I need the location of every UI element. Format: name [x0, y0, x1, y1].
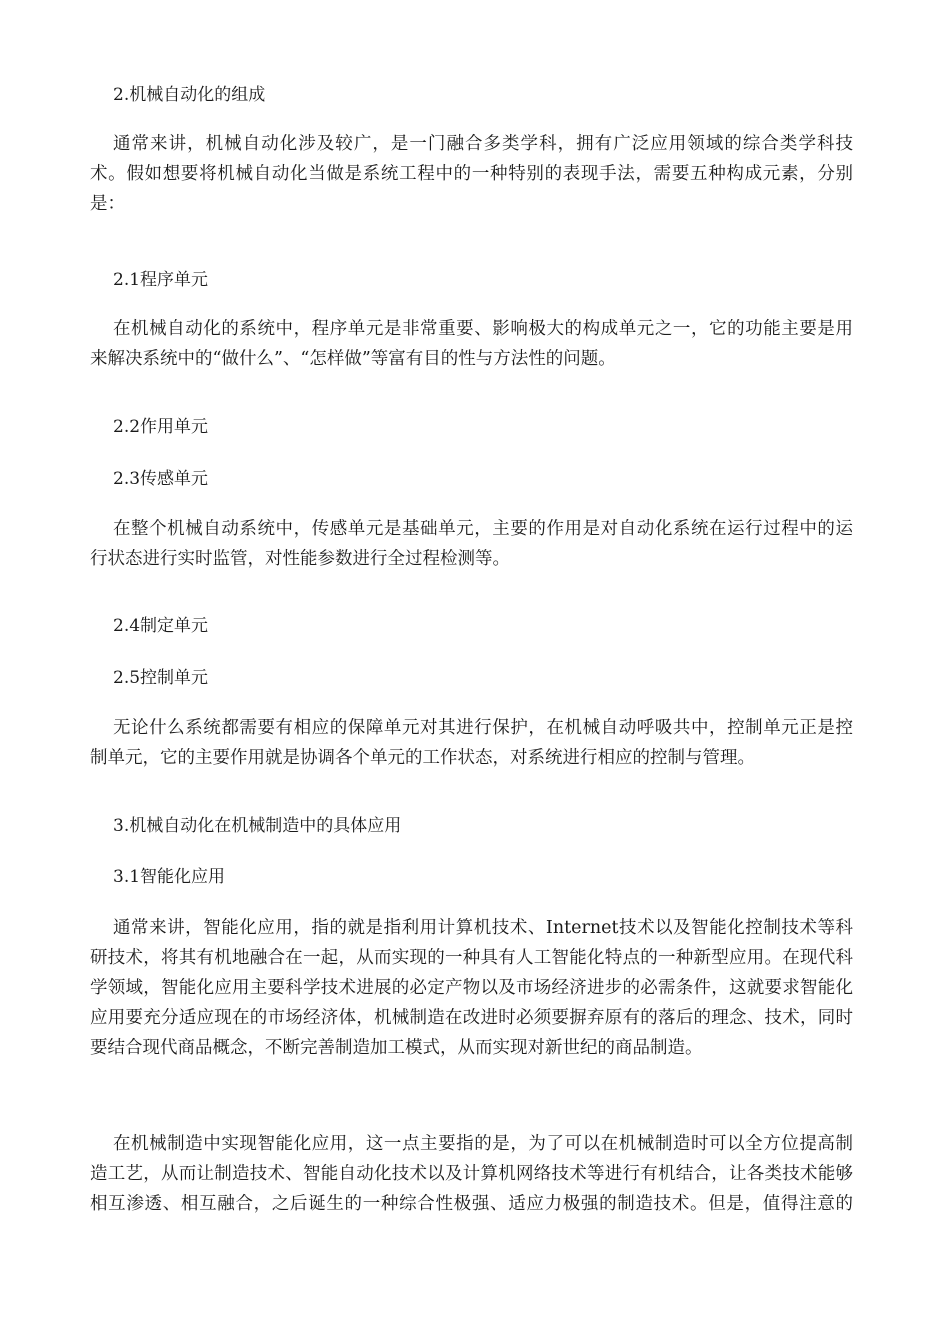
- paragraph-line: 制单元，它的主要作用就是协调各个单元的工作状态，对系统进行相应的控制与管理。: [90, 748, 755, 768]
- paragraph-line: 要结合现代商品概念，不断完善制造加工模式，从而实现对新世纪的商品制造。: [90, 1038, 703, 1058]
- paragraph-line: 学领域，智能化应用主要科学技术进展的必定产物以及市场经济进步的必需条件，这就要求智能化: [90, 978, 853, 998]
- section-heading-2: 2.机械自动化的组成: [113, 85, 266, 105]
- paragraph-line: 是：: [90, 194, 125, 214]
- section-heading-3: 3.机械自动化在机械制造中的具体应用: [113, 816, 402, 836]
- paragraph-line: 相互渗透、相互融合，之后诞生的一种综合性极强、适应力极强的制造技术。但是，值得注意的: [90, 1194, 853, 1214]
- paragraph-line: 研技术，将其有机地融合在一起，从而实现的一种具有人工智能化特点的一种新型应用。在现代科: [90, 948, 853, 968]
- paragraph-line: 在机械自动化的系统中，程序单元是非常重要、影响极大的构成单元之一，它的功能主要是用: [113, 319, 853, 339]
- section-heading-2-2: 2.2作用单元: [113, 417, 209, 437]
- section-heading-2-3: 2.3传感单元: [113, 469, 209, 489]
- paragraph-sensor-unit: [90, 514, 853, 574]
- paragraph-control-unit: [90, 713, 853, 773]
- paragraph-line: 通常来讲，机械自动化涉及较广，是一门融合多类学科，拥有广泛应用领域的综合类学科技: [113, 134, 853, 154]
- paragraph-line: 在机械制造中实现智能化应用，这一点主要指的是，为了可以在机械制造时可以全方位提高制: [113, 1134, 853, 1154]
- paragraph-intelligent-application: [90, 913, 853, 1063]
- paragraph-program-unit: [90, 314, 853, 374]
- paragraph-line: 无论什么系统都需要有相应的保障单元对其进行保护，在机械自动呼吸共中，控制单元正是控: [113, 718, 853, 738]
- section-heading-2-1: 2.1程序单元: [113, 270, 209, 290]
- section-heading-2-4: 2.4制定单元: [113, 616, 209, 636]
- paragraph-line: 术。假如想要将机械自动化当做是系统工程中的一种特别的表现手法，需要五种构成元素，分别: [90, 164, 853, 184]
- paragraph-manufacturing: [90, 1129, 853, 1219]
- paragraph-composition: [90, 129, 853, 219]
- section-heading-2-5: 2.5控制单元: [113, 668, 209, 688]
- paragraph-line: 在整个机械自动系统中，传感单元是基础单元，主要的作用是对自动化系统在运行过程中的运: [113, 519, 853, 539]
- paragraph-line: 来解决系统中的“做什么”、“怎样做”等富有目的性与方法性的问题。: [90, 349, 616, 369]
- section-heading-3-1: 3.1智能化应用: [113, 867, 226, 887]
- paragraph-line: 造工艺，从而让制造技术、智能自动化技术以及计算机网络技术等进行有机结合，让各类技术能够: [90, 1164, 853, 1184]
- paragraph-line: 通常来讲，智能化应用，指的就是指利用计算机技术、Internet技术以及智能化控制技术等科: [113, 918, 853, 938]
- paragraph-line: 应用要充分适应现在的市场经济体，机械制造在改进时必须要摒弃原有的落后的理念、技术，同时: [90, 1008, 853, 1028]
- paragraph-line: 行状态进行实时监管，对性能参数进行全过程检测等。: [90, 549, 510, 569]
